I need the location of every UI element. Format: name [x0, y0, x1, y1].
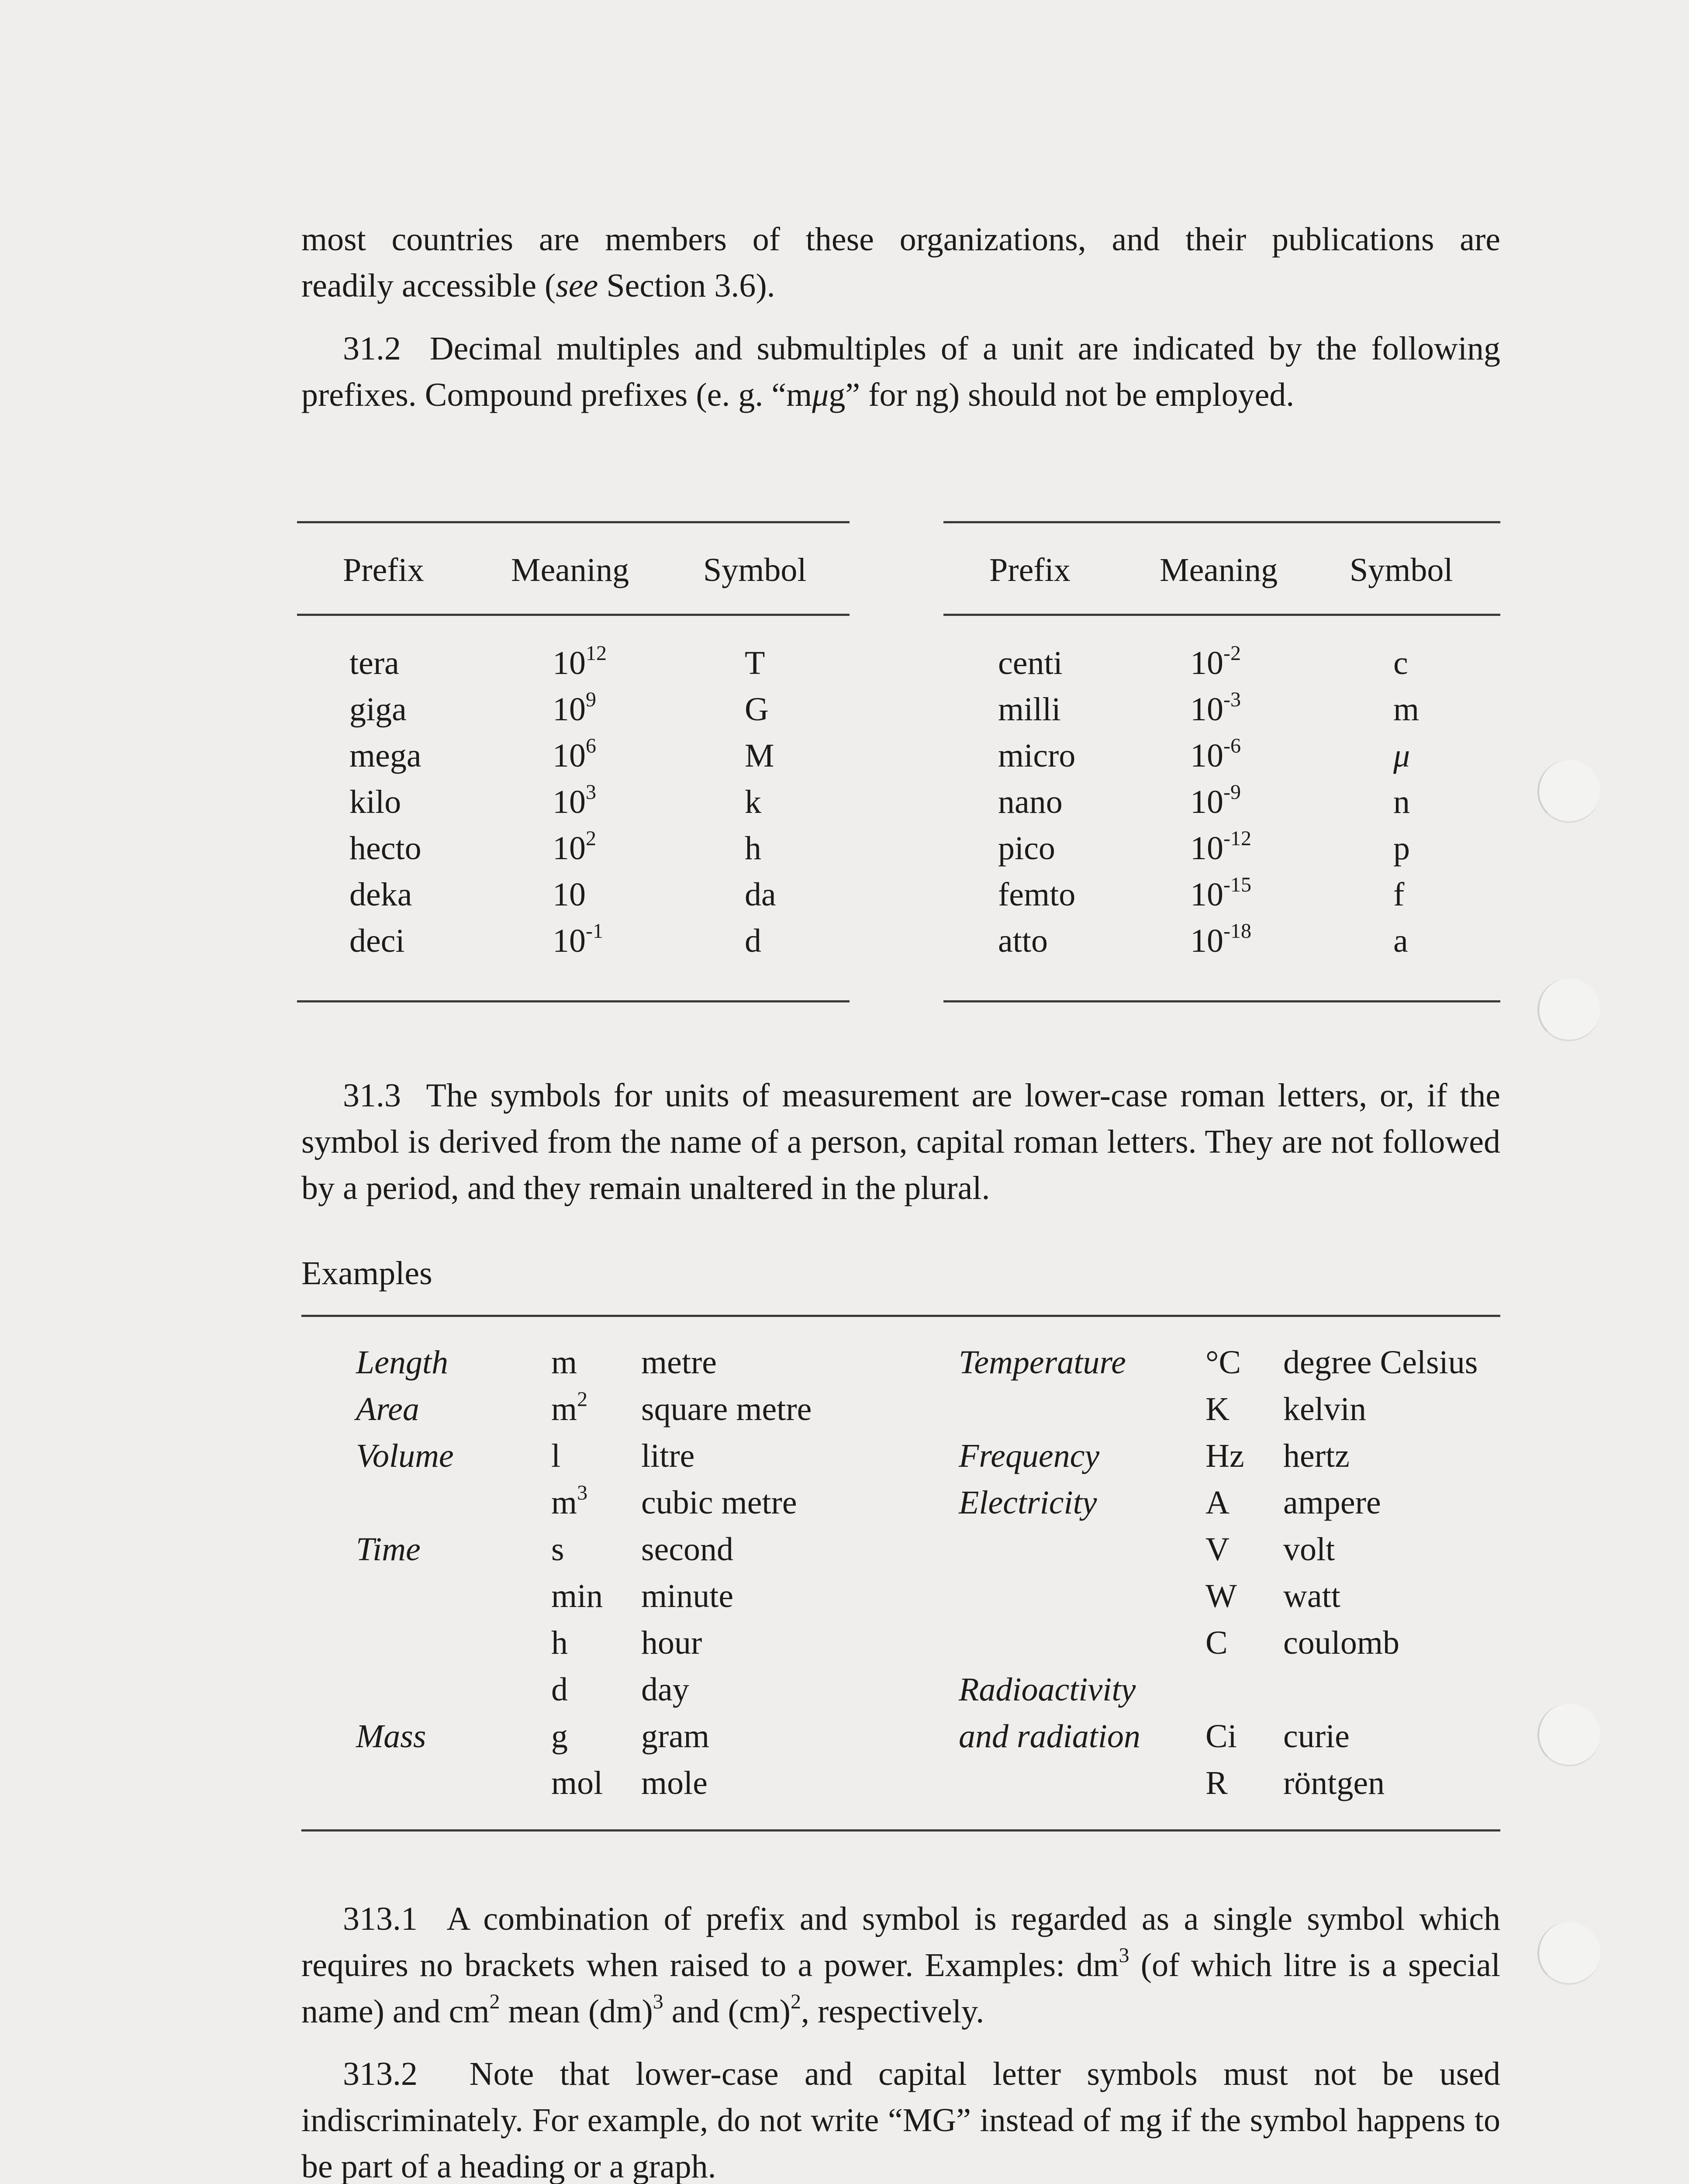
example-unit-name: minute [641, 1578, 734, 1614]
table-bottom-rule-right [943, 1000, 1500, 1002]
example-symbol: K [1205, 1391, 1230, 1427]
table-top-rule-right [943, 521, 1500, 523]
para-31-2-text-a: Decimal multiples and submultiples of a unit are indicated by the following prefixes. Compound prefixes (e. g. “m [301, 330, 1501, 413]
meaning-cell: $10^2$ [553, 826, 596, 867]
example-unit-name: cubic metre [641, 1484, 797, 1521]
example-symbol: W [1205, 1578, 1237, 1614]
binder-hole [1537, 1704, 1600, 1766]
prefix-cell: kilo [349, 784, 401, 820]
examples-bottom-rule [301, 1829, 1500, 1832]
prefix-cell: nano [998, 784, 1063, 820]
example-symbol: g [551, 1718, 568, 1755]
symbol-cell: m [1393, 691, 1420, 728]
example-symbol: m [551, 1344, 577, 1381]
symbol-cell: c [1393, 645, 1408, 681]
example-symbol: l [551, 1438, 561, 1474]
meaning-cell: $10^{12}$ [553, 641, 607, 681]
table-top-rule-left [297, 521, 850, 523]
header-symbol-left: Symbol [703, 552, 807, 588]
symbol-cell: T [745, 645, 765, 681]
table-header-rule-right [943, 614, 1500, 616]
table-bottom-rule-left [297, 1000, 850, 1002]
symbol-cell: μ [1393, 737, 1410, 774]
example-symbol: mol [551, 1765, 603, 1801]
example-symbol: Ci [1205, 1718, 1237, 1755]
example-unit-name: volt [1283, 1531, 1335, 1568]
paragraph-31-2 [301, 325, 1500, 418]
example-unit-name: square metre [641, 1391, 812, 1427]
example-unit-name: curie [1283, 1718, 1350, 1755]
example-category: Radioactivity [959, 1671, 1136, 1708]
meaning-cell: $10^{-12}$ [1190, 826, 1251, 867]
symbol-cell: M [745, 737, 774, 774]
example-symbol: $m^2$ [551, 1387, 588, 1427]
example-category: and radiation [959, 1718, 1140, 1755]
example-unit-name: second [641, 1531, 734, 1568]
para-31-3-text: The symbols for units of measurement are lower-case roman letters, or, if the symbol is derived from the name of a person, capital roman letters. They are not followed by a period, and they remain unaltered in the plural. [301, 1077, 1500, 1206]
examples-top-rule [301, 1315, 1500, 1317]
example-symbol: $m^3$ [551, 1481, 588, 1521]
meaning-cell: $10^{-2}$ [1190, 641, 1241, 681]
example-symbol: A [1205, 1484, 1230, 1521]
example-symbol: d [551, 1671, 568, 1708]
symbol-cell: a [1393, 923, 1408, 959]
example-unit-name: metre [641, 1344, 717, 1381]
example-symbol: °C [1205, 1344, 1241, 1381]
example-symbol: h [551, 1624, 568, 1661]
prefix-cell: atto [998, 923, 1048, 959]
header-meaning-right: Meaning [1160, 552, 1278, 588]
example-unit-name: coulomb [1283, 1624, 1399, 1661]
symbol-cell: h [745, 830, 761, 867]
prefix-cell: mega [349, 737, 421, 774]
prefix-cell: giga [349, 691, 407, 728]
meaning-cell: $10^6$ [553, 734, 596, 774]
example-category: Volume [356, 1438, 454, 1474]
prefix-cell: milli [998, 691, 1061, 728]
meaning-cell: $10^{-6}$ [1190, 734, 1241, 774]
prefix-cell: pico [998, 830, 1055, 867]
table-header-rule-left [297, 614, 850, 616]
meaning-cell: $10^{-18}$ [1190, 919, 1251, 959]
meaning-cell: $10^{-9}$ [1190, 780, 1241, 820]
binder-hole [1537, 1922, 1600, 1985]
section-number: 31.3 [343, 1077, 401, 1114]
symbol-cell: d [745, 923, 761, 959]
symbol-cell: p [1393, 830, 1410, 867]
example-category: Temperature [959, 1344, 1126, 1381]
example-category: Electricity [959, 1484, 1097, 1521]
meaning-cell: 10 [553, 876, 586, 913]
example-category: Mass [356, 1718, 426, 1755]
example-unit-name: degree Celsius [1283, 1344, 1478, 1381]
prefix-cell: femto [998, 876, 1076, 913]
examples-heading: Examples [301, 1255, 432, 1292]
header-prefix-left: Prefix [343, 552, 424, 588]
paragraph-313-2 [301, 2051, 1500, 2184]
example-unit-name: hertz [1283, 1438, 1350, 1474]
example-unit-name: day [641, 1671, 689, 1708]
paragraph-31-3 [301, 1072, 1500, 1211]
symbol-cell: G [745, 691, 769, 728]
example-unit-name: kelvin [1283, 1391, 1366, 1427]
binder-hole [1537, 978, 1600, 1041]
paragraph-313-1: 313.1 A combination of prefix and symbol is regarded as a single symbol which requires no brackets when raised to a power. Examples: $dm^3$ (of which litre is a special name) and $cm^2$ mean (dm)$^3$ and (cm)$^2$, respectively. [301, 1901, 1501, 2030]
prefix-cell: deci [349, 923, 405, 959]
example-symbol: R [1205, 1765, 1228, 1801]
example-category: Time [356, 1531, 421, 1568]
meaning-cell: $10^{-3}$ [1190, 688, 1241, 728]
example-unit-name: röntgen [1283, 1765, 1385, 1801]
symbol-cell: f [1393, 876, 1405, 913]
para-313-2-text: Note that lower-case and capital letter symbols must not be used indiscriminately. For example, do not write “MG” instead of mg if the symbol happens to be part of a heading or a graph. [301, 2056, 1501, 2184]
example-unit-name: ampere [1283, 1484, 1381, 1521]
example-symbol: s [551, 1531, 564, 1568]
header-prefix-right: Prefix [989, 552, 1071, 588]
mu-symbol: μ [812, 377, 829, 413]
header-symbol-right: Symbol [1350, 552, 1453, 588]
binder-hole [1537, 760, 1600, 823]
prefix-cell: micro [998, 737, 1076, 774]
intro-line-2-pre: readily accessible ( [301, 267, 556, 304]
intro-line-2-post: Section 3.6). [598, 267, 775, 304]
example-symbol: Hz [1205, 1438, 1244, 1474]
example-symbol: min [551, 1578, 603, 1614]
section-number: 313.2 [343, 2056, 418, 2092]
section-number: 31.2 [343, 330, 401, 367]
meaning-cell: $10^{-15}$ [1190, 873, 1251, 913]
example-unit-name: litre [641, 1438, 695, 1474]
symbol-cell: k [745, 784, 761, 820]
section-number: 313.1 [343, 1901, 418, 1937]
meaning-cell: $10^9$ [553, 688, 596, 728]
para-31-2-text-b: g” for ng) should not be employed. [829, 377, 1295, 413]
intro-paragraph [301, 216, 1500, 309]
example-category: Area [356, 1391, 419, 1427]
example-symbol: C [1205, 1624, 1228, 1661]
symbol-cell: da [745, 876, 776, 913]
intro-line-2 [301, 263, 1500, 309]
example-category: Length [356, 1344, 449, 1381]
prefix-cell: tera [349, 645, 399, 681]
intro-see: see [556, 267, 598, 304]
prefix-cell: hecto [349, 830, 421, 867]
example-unit-name: hour [641, 1624, 702, 1661]
example-category: Frequency [959, 1438, 1100, 1474]
meaning-cell: $10^{-1}$ [553, 919, 603, 959]
example-unit-name: watt [1283, 1578, 1340, 1614]
prefix-cell: centi [998, 645, 1063, 681]
intro-line-1: most countries are members of these organizations, and their publications are [301, 221, 1500, 258]
prefix-cell: deka [349, 876, 412, 913]
example-symbol: V [1205, 1531, 1230, 1568]
meaning-cell: $10^3$ [553, 780, 596, 820]
symbol-cell: n [1393, 784, 1410, 820]
example-unit-name: gram [641, 1718, 710, 1755]
header-meaning-left: Meaning [511, 552, 629, 588]
example-unit-name: mole [641, 1765, 708, 1801]
